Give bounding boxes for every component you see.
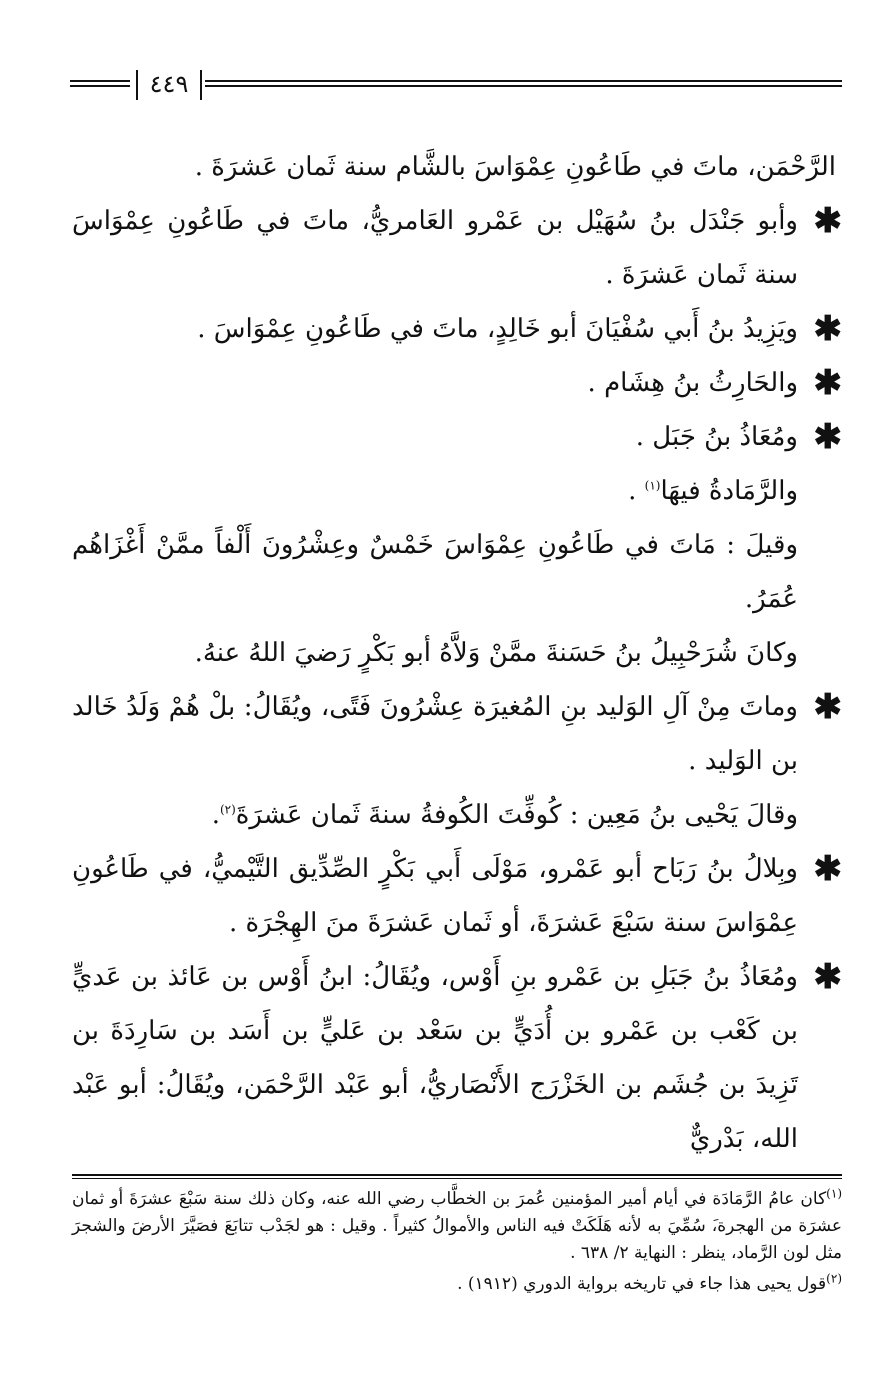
asterisk-icon: ✱ xyxy=(813,363,842,403)
footnote-text: كان عامُ الرَّمَادَة في أيام أمير المؤمنين عُمرَ بن الخطَّاب رضي الله عنه، وكان ذلك سنة سَبْعَ عشرَةَ أو ثمان عشرَة من الهجرة،َ سُمِّيَ به لأنه هَلَكَتْ فيه الناس والأموالُ كثيراً . وقيل : هو لجَدْب تتابَعَ فصَيَّرَ الأرضَ والشجرَ مثل لون الرَّماد، ينظر : النهاية ٢/ ٦٣٨ . xyxy=(72,1189,842,1263)
asterisk-icon: ✱ xyxy=(813,687,842,727)
bullet-entry xyxy=(72,680,842,788)
asterisk-icon: ✱ xyxy=(813,957,842,997)
bullet-entry xyxy=(72,194,842,302)
paragraph-tail: . xyxy=(628,476,645,506)
bullet-entry xyxy=(72,842,842,950)
footnote xyxy=(72,1271,842,1298)
footnote xyxy=(72,1186,842,1267)
paragraph xyxy=(72,464,842,518)
bullet-entry xyxy=(72,950,842,1166)
footnote-reference[interactable]: (١) xyxy=(644,478,661,493)
paragraph-text: وقيلَ : مَاتَ في طَاعُونِ عِمْوَاسَ خَمْسٌ وعِشْرُونَ أَلْفاً ممَّنْ أَغْزَاهُم عُمَرُ. xyxy=(72,530,798,614)
paragraph-text: وأبو جَنْدَل بنُ سُهَيْل بن عَمْرو العَامريُّ، ماتَ في طَاعُونِ عِمْوَاسَ سنة ثَمان عَشرَةَ . xyxy=(72,206,798,290)
footnote-mark: (١) xyxy=(826,1186,842,1201)
paragraph-text: وكانَ شُرَحْبِيلُ بنُ حَسَنةَ ممَّنْ وَلاَّهُ أبو بَكْرٍ رَضيَ اللهُ عنهُ. xyxy=(194,638,798,668)
paragraph xyxy=(72,788,842,842)
paragraph-tail: . xyxy=(211,800,220,830)
footnotes xyxy=(72,1186,842,1302)
paragraph-text: وبِلالُ بنُ رَبَاح أبو عَمْرو، مَوْلَى أَبي بَكْرٍ الصِّدِّيق التَّيْميُّ، في طَاعُونِ عِمْوَاسَ سنة سَبْعَ عَشرَةَ، أو ثَمان عَشرَةَ منَ الهِجْرَة . xyxy=(72,854,798,938)
asterisk-icon: ✱ xyxy=(813,201,842,241)
header-rule-right xyxy=(205,80,842,87)
bullet-entry xyxy=(72,410,842,464)
paragraph-text: والرَّمَادةُ فيهَا xyxy=(660,476,798,506)
footnote-text: قول يحيى هذا جاء في تاريخه برواية الدوري (١٩١٢) . xyxy=(457,1274,827,1294)
bullet-entry xyxy=(72,356,842,410)
asterisk-icon: ✱ xyxy=(813,849,842,889)
paragraph-text: ومُعَاذُ بنُ جَبَل . xyxy=(635,422,798,452)
footnote-separator xyxy=(72,1174,842,1179)
paragraph xyxy=(72,626,842,680)
footnote-reference[interactable]: (٢) xyxy=(219,802,236,817)
paragraph-text: ويَزِيدُ بنُ أَبي سُفْيَانَ أبو خَالِدٍ، ماتَ في طَاعُونِ عِمْوَاسَ . xyxy=(197,314,798,344)
page-number: ٤٤٩ xyxy=(149,70,189,98)
header-divider-left xyxy=(136,70,138,100)
main-text xyxy=(72,140,842,1166)
footnote-mark: (٢) xyxy=(826,1271,842,1286)
bullet-entry xyxy=(72,302,842,356)
asterisk-icon: ✱ xyxy=(813,309,842,349)
paragraph xyxy=(72,140,842,194)
header-rule-left xyxy=(70,80,130,87)
page-header xyxy=(70,66,842,106)
paragraph xyxy=(72,518,842,626)
asterisk-icon: ✱ xyxy=(813,417,842,457)
header-divider-right xyxy=(200,70,202,100)
paragraph-text: الرَّحْمَن، ماتَ في طَاعُونِ عِمْوَاسَ بالشَّام سنة ثَمان عَشرَةَ . xyxy=(194,152,836,182)
paragraph-text: والحَارِثُ بنُ هِشَام . xyxy=(587,368,798,398)
paragraph-text: وماتَ مِنْ آلِ الوَليد بنِ المُغيرَة عِشْرُونَ فَتًى، ويُقَالُ: بلْ هُمْ وَلَدُ خَالد بن الوَليد . xyxy=(72,692,798,776)
paragraph-text: ومُعَاذُ بنُ جَبَلِ بن عَمْرو بنِ أَوْس، ويُقَالُ: ابنُ أَوْس بن عَائذ بن عَديٍّ بن كَعْب بن عَمْرو بن أُدَيٍّ بن سَعْد بن عَليٍّ بن أَسَد بن سَارِدَةَ بن تَزِيدَ بن جُشَم بن الخَزْرَج الأَنْصَاريُّ، أبو عَبْد الرَّحْمَن، ويُقَالُ: أبو عَبْد الله، بَدْريٌّ xyxy=(72,962,798,1154)
paragraph-text: وقالَ يَحْيى بنُ مَعِين : كُوفِّتَ الكُوفةُ سنةَ ثَمان عَشرَةَ xyxy=(235,800,798,830)
